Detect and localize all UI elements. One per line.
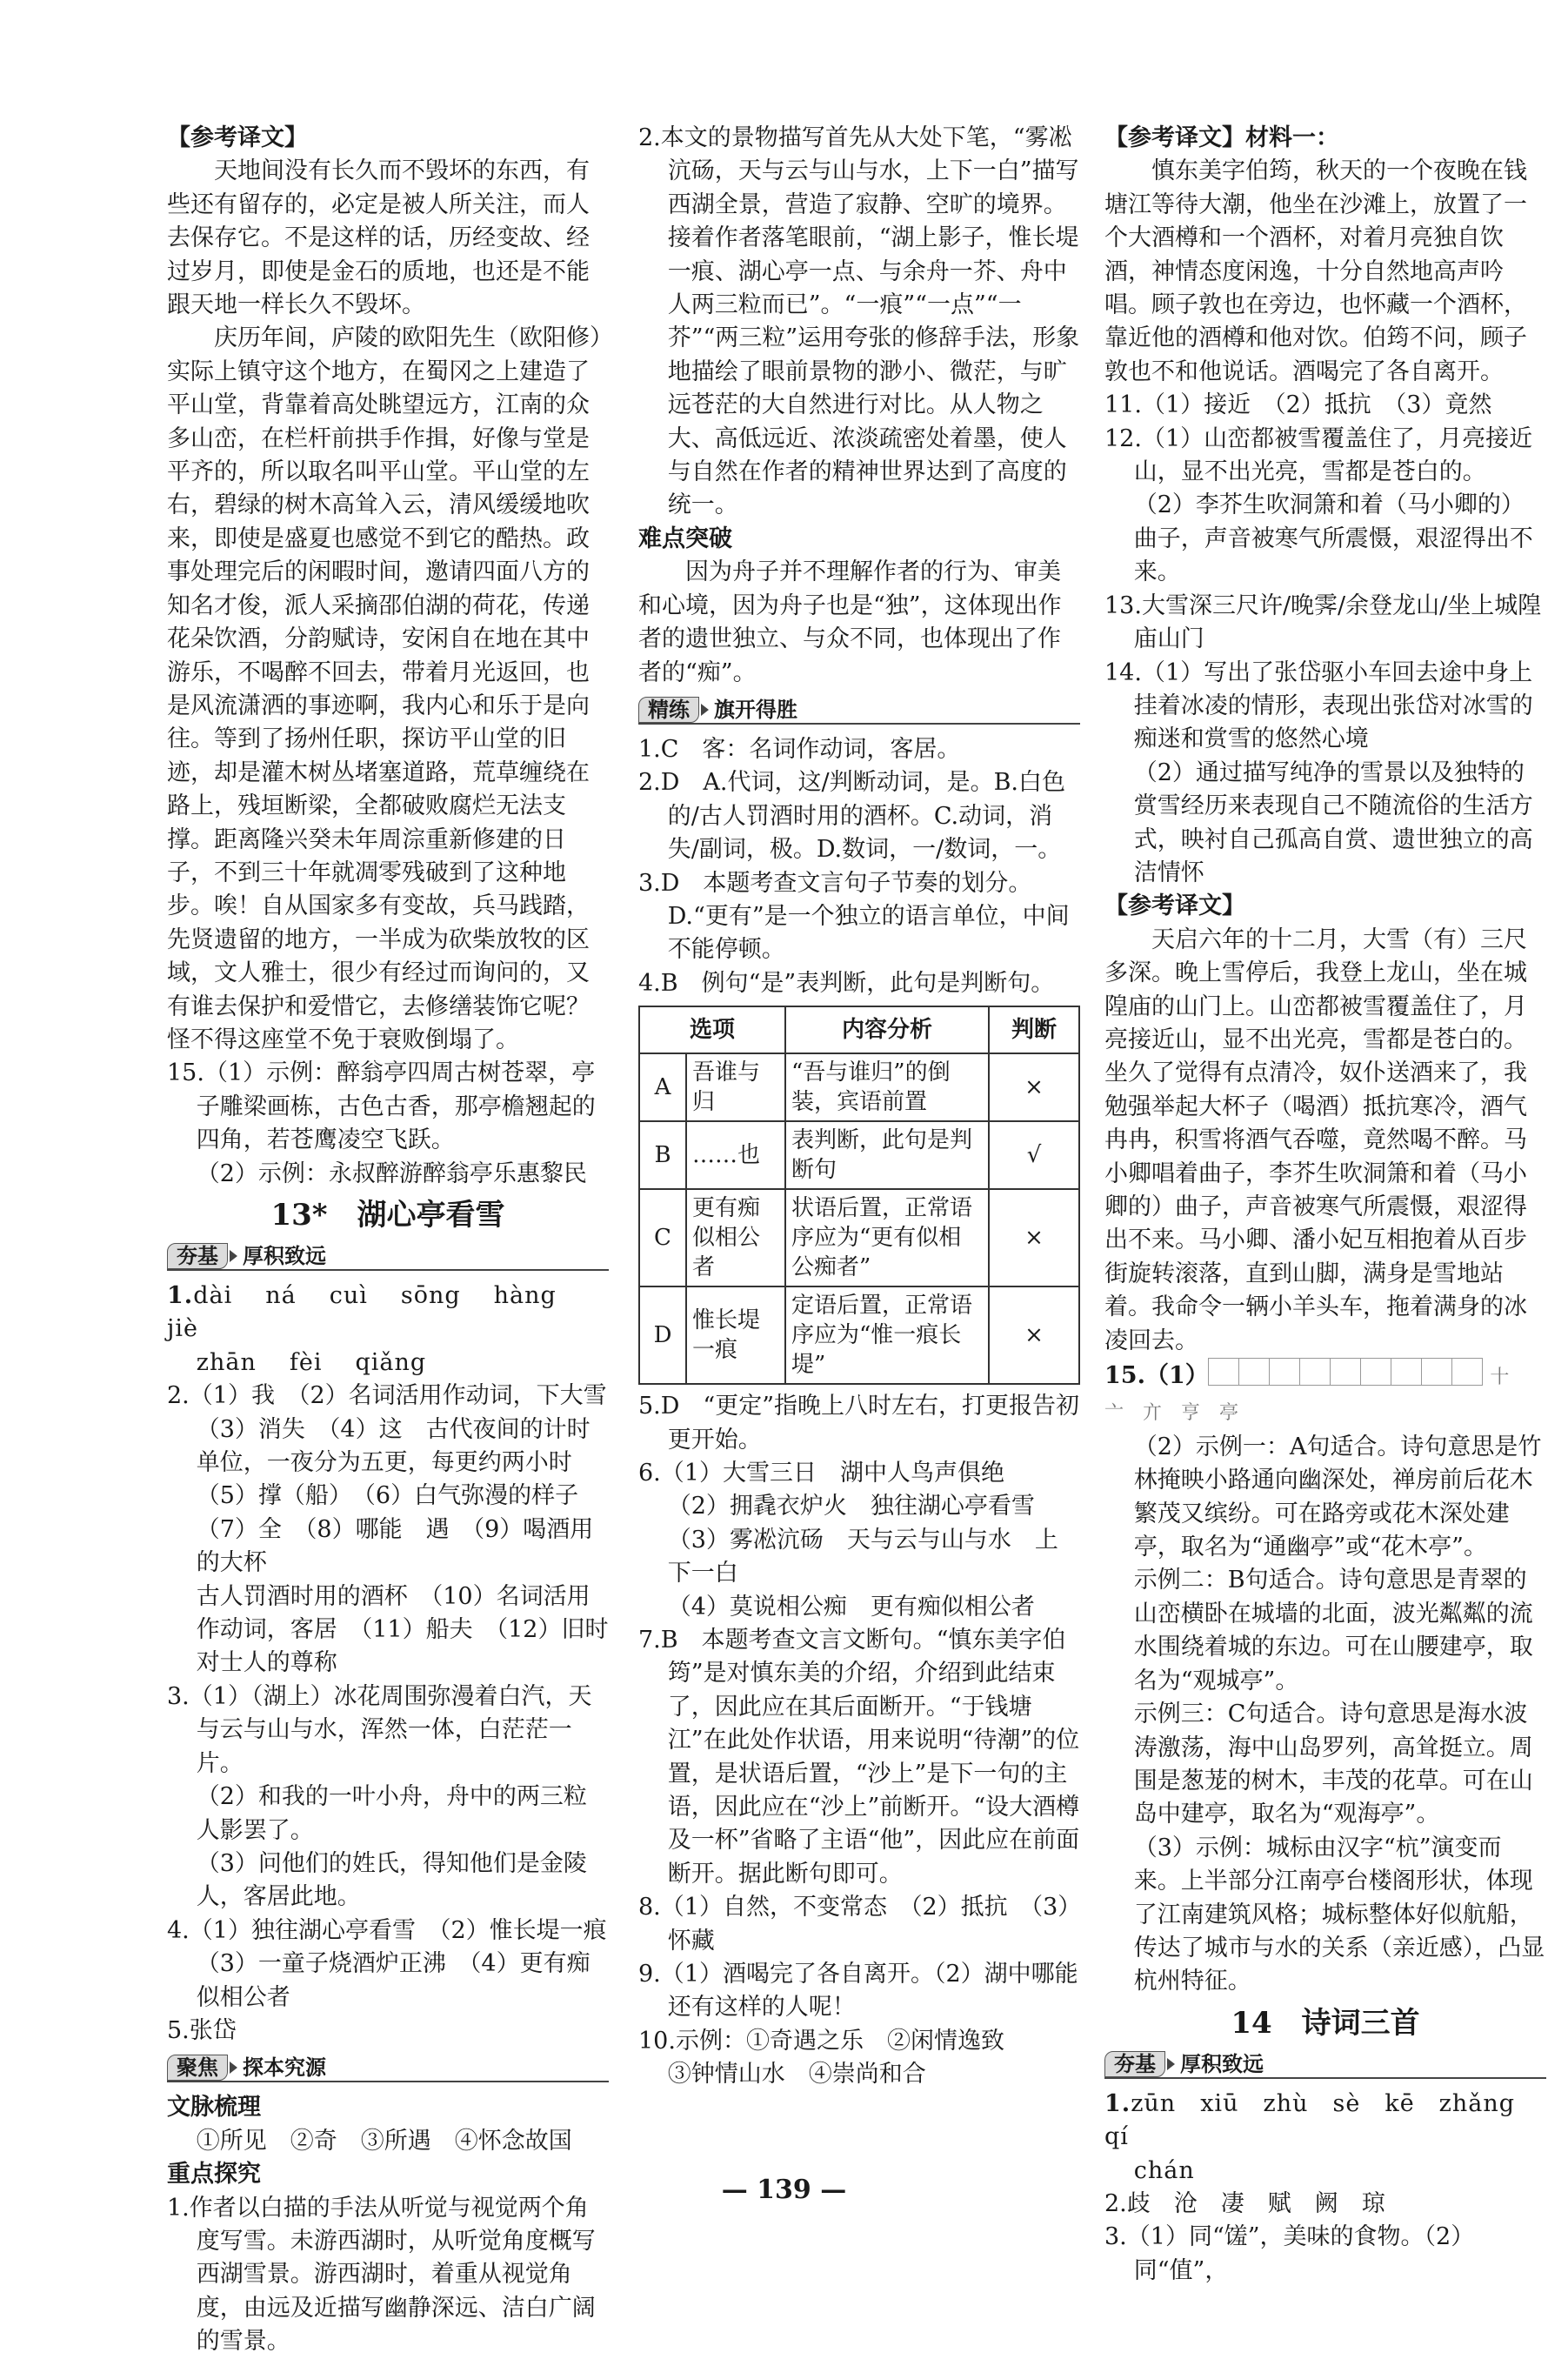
- arrow-icon: [701, 704, 709, 716]
- answer-4: 4.（1）独往湖心亭看雪 （2）惟长堤一痕: [167, 1916, 607, 1944]
- nandian-text: 因为舟子并不理解作者的行为、审美和心境，因为舟子也是“独”，这体现出作者的遗世独立、与众不同，也体现出了作者的“痴”。: [638, 558, 1062, 686]
- answer-12: （2）李芥生吹洞箫和着（马小卿的）曲子，声音被寒气所震慑，艰涩得出不来。: [1133, 491, 1533, 586]
- stroke-order-grid: [1209, 1358, 1483, 1395]
- zhongdian-2: 2.本文的景物描写首先从大处下笔，“雾凇沆砀，天与云与山与水，上下一白”描写西湖全景，营造了寂静、空旷的境界。接着作者落笔眼前，“湖上影子，惟长堤一痕、湖心亭一点、与余舟一芥、舟中人两三粒而已”。“一痕”“一点”“一芥”“两三粒”运用夸张的修辞手法，形象地描绘了眼前景物的渺小、微茫，与旷远苍茫的大自然进行对比。从人物之大、高低远近、浓淡疏密处着墨，使人与自然在作者的精神世界达到了高度的统一。: [638, 124, 1080, 519]
- grid-cell: [1330, 1358, 1361, 1386]
- pinyin: sōng: [400, 1282, 461, 1309]
- table-header: 选项: [639, 1006, 785, 1053]
- section-bar-hangji: [1104, 2051, 1546, 2079]
- answer-15-2: （2）示例：永叔醉游醉翁亭乐惠黎民: [196, 1159, 587, 1187]
- grid-cell: [1391, 1358, 1422, 1386]
- answer-2: （3）消失 （4）这 古代夜间的计时单位，一夜分为五更，每更约两小时: [196, 1415, 591, 1477]
- exercise-answer: 10.示例：①奇遇之乐 ②闲情逸致: [638, 2027, 1004, 2055]
- answer-15-2: （2）示例一：A句适合。诗句意思是竹林掩映小路通向幽深处，禅房前后花木繁茂又缤纷。可在路旁或花木深处建亭，取名为“通幽亭”或“花木亭”。: [1133, 1433, 1542, 1561]
- table-row: [639, 1286, 1079, 1384]
- table-cell: C: [639, 1189, 686, 1286]
- column-3: [1104, 122, 1546, 2288]
- answer-15-1: 15.（1）示例：醉翁亭四周古树苍翠，亭子雕梁画栋，古色古香，那亭檐翘起的四角，若苍鹰凌空飞跃。: [167, 1059, 596, 1154]
- exercise-answer: 6.（1）大雪三日 湖中人鸟声俱绝: [638, 1459, 1004, 1487]
- pinyin: zūn: [1131, 2089, 1177, 2117]
- pinyin: ná: [265, 1282, 297, 1309]
- answer-2: 古人罚酒时用的酒杯 （10）名词活用作动词，客居 （11）船夫 （12）旧时对士人的尊称: [196, 1582, 609, 1677]
- answer-14: （2）通过描写纯净的雪景以及独特的赏雪经历来表现自己不随流俗的生活方式，映衬自己孤高自赏、遗世独立的高洁情怀: [1133, 758, 1533, 886]
- lesson-title: 诗词三首: [1301, 2005, 1420, 2041]
- column-2: [638, 122, 1080, 2092]
- table-row: [639, 1053, 1079, 1121]
- table-header: 判断: [989, 1006, 1079, 1053]
- exercise-answer: （2）拥毳衣炉火 独往湖心亭看雪: [667, 1493, 1035, 1520]
- arrow-icon: [1167, 2058, 1175, 2070]
- answer-3: （3）问他们的姓氏，得知他们是金陵人，客居此地。: [196, 1849, 587, 1911]
- section-bar-hangji: [167, 1243, 609, 1271]
- table-cell: ×: [989, 1053, 1079, 1121]
- table-cell: √: [989, 1121, 1079, 1189]
- table-cell: 表判断，此句是判断句: [785, 1121, 989, 1189]
- exercise-answer: （4）莫说相公痴 更有痴似相公者: [667, 1593, 1035, 1621]
- pinyin: hàng: [493, 1282, 557, 1309]
- pinyin-row: 1.dài ná cuì sōng hàngjiè: [167, 1280, 609, 1347]
- table-row: [639, 1121, 1079, 1189]
- arrow-icon: [230, 1250, 237, 1262]
- column-1: [167, 122, 609, 2359]
- answer-15-2: 示例三：C句适合。诗句意思是海水波涛激荡，海中山岛罗列，高耸挺立。周围是葱茏的树木，丰茂的花草。可在山岛中建亭，取名为“观海亭”。: [1133, 1701, 1533, 1828]
- pinyin: zhù: [1263, 2089, 1309, 2117]
- lesson-title-14: [1104, 2002, 1546, 2044]
- pinyin-row: 1.zūn xiū zhù sè kē zhǎngqí: [1104, 2088, 1546, 2155]
- table-cell: D: [639, 1286, 686, 1384]
- section-tag: 夯基: [167, 1243, 228, 1269]
- answer-2: （7）全 （8）哪能 遇 （9）喝酒用的大杯: [196, 1515, 594, 1577]
- section-subtitle: 旗开得胜: [714, 697, 797, 722]
- arrow-icon: [230, 2062, 237, 2074]
- exercise-answer: （3）雾凇沆砀 天与云与山与水 上下一白: [667, 1526, 1058, 1587]
- pinyin: jiè: [167, 1315, 198, 1343]
- answer-3: （2）和我的一叶小舟，舟中的两三粒人影罢了。: [196, 1783, 587, 1844]
- analysis-table: [638, 1006, 1080, 1385]
- pinyin: kē: [1385, 2089, 1415, 2117]
- answer-2: 2.歧 沧 凄 赋 阙 琼: [1104, 2189, 1385, 2217]
- page-number: — 139 —: [721, 2175, 847, 2205]
- reference-translation-heading: 【参考译文】材料一：: [1104, 124, 1339, 151]
- exercise-answer: 3.D 本题考查文言句子节奏的划分。D.“更有”是一个独立的语言单位，中间不能停顿。: [638, 869, 1070, 964]
- stroke-order-text: 十 亠 亣 亨 亭: [1104, 1367, 1529, 1425]
- wenmai-text: ①所见 ②奇 ③所遇 ④怀念故国: [196, 2127, 572, 2155]
- pinyin: xiū: [1200, 2089, 1239, 2117]
- translation-paragraph: 天地间没有长久而不毁坏的东西，有些还有留存的，必定是被人所关注，而人去保存它。不是这样的话，历经变故、经过岁月，即使是金石的质地，也还是不能跟天地一样长久不毁坏。: [167, 157, 590, 319]
- pinyin: zhǎng: [1438, 2089, 1516, 2117]
- pinyin: fèi: [289, 1348, 323, 1376]
- exercise-answer: 4.B 例句“是”表判断，此句是判断句。: [638, 969, 1055, 997]
- table-cell: ×: [989, 1189, 1079, 1286]
- lesson-title-13: [167, 1194, 609, 1236]
- exercise-answer: 1.C 客：名词作动词，客居。: [638, 735, 961, 763]
- pinyin: sè: [1332, 2089, 1361, 2117]
- section-tag: 精练: [638, 697, 699, 723]
- wenmai-heading: 文脉梳理: [167, 2094, 261, 2122]
- table-cell: 定语后置，正常语序应为“惟一痕长堤”: [785, 1286, 989, 1384]
- table-cell: B: [639, 1121, 686, 1189]
- nandian-heading: 难点突破: [638, 525, 732, 552]
- pinyin: zhān: [196, 1348, 257, 1376]
- answer-4: （3）一童子烧酒炉正沸 （4）更有痴似相公者: [196, 1950, 591, 2011]
- table-cell: 吾谁与归: [686, 1053, 785, 1121]
- answer-12: 12.（1）山峦都被雪覆盖住了，月亮接近山，显不出光亮，雪都是苍白的。: [1104, 424, 1533, 486]
- answer-15-3: （3）示例：城标由汉字“杭”演变而来。上半部分江南亭台楼阁形状，体现了江南建筑风格；城标整体好似航船，传达了城市与水的关系（亲近感），凸显杭州特征。: [1133, 1834, 1545, 1995]
- reference-translation-heading: 【参考译文】: [1104, 892, 1245, 920]
- grid-cell: [1421, 1358, 1452, 1386]
- section-subtitle: 厚积致远: [243, 1243, 326, 1268]
- answer-15-2: 示例二：B句适合。诗句意思是青翠的山峦横卧在城墙的北面，波光粼粼的流水围绕着城的东边。可在山腰建亭，取名为“观城亭”。: [1133, 1567, 1533, 1694]
- exercise-answer: 2.D A.代词，这/判断动词，是。B.白色的/古人罚酒时用的酒杯。C.动词，消失/副词，极。D.数词，一/数词，一。: [638, 769, 1066, 864]
- answer-13: 13.大雪深三尺许/晚霁/余登龙山/坐上城隍庙山门: [1104, 591, 1542, 653]
- pinyin: qiǎng: [355, 1348, 427, 1376]
- table-cell: “吾与谁归”的倒装，宾语前置: [785, 1053, 989, 1121]
- section-subtitle: 厚积致远: [1180, 2051, 1264, 2076]
- table-header: 内容分析: [785, 1006, 989, 1053]
- translation-paragraph: 天启六年的十二月，大雪（有）三尺多深。晚上雪停后，我登上龙山，坐在城隍庙的山门上。山峦都被雪覆盖住了，月亮接近山，显不出光亮，雪都是苍白的。坐久了觉得有点清冷，奴仆送酒来了，我勉强举起大杯子（喝酒）抵抗寒冷，酒气冉冉，积雪将酒气吞噬，竟然喝不醉。马小卿唱着曲子，李芥生吹洞箫和着（马小卿的）曲子，声音被寒气所震慑，艰涩得出不来。马小卿、潘小妃互相抱着从百步街旋转滚落，直到山脚，满身是雪地站着。我命令一辆小羊头车，拖着满身的冰凌回去。: [1104, 926, 1527, 1354]
- table-cell: 惟长堤一痕: [686, 1286, 785, 1384]
- exercise-answer: 9.（1）酒喝完了各自离开。（2）湖中哪能还有这样的人呢！: [638, 1961, 1078, 2022]
- table-header-row: [639, 1006, 1079, 1053]
- exercise-answer: 7.B 本题考查文言文断句。“慎东美字伯筠”是对慎东美的介绍，介绍到此结束了，因此应在其后面断开。“于钱塘江”在此处作状语，用来说明“待潮”的位置，是状语后置，“沙上”是下一句的主语，因此应在“沙上”前断开。“设大酒樽及一杯”省略了主语“他”，因此应在前面断开。据此断句即可。: [638, 1627, 1080, 1888]
- grid-cell: [1208, 1358, 1239, 1386]
- answer-15-1: [1104, 1358, 1546, 1431]
- lesson-number: 13*: [270, 1198, 328, 1233]
- pinyin: dài: [193, 1282, 233, 1309]
- lesson-number: 14: [1231, 2005, 1272, 2041]
- translation-paragraph: 慎东美字伯筠，秋天的一个夜晚在钱塘江等待大潮，他坐在沙滩上，放置了一个大酒樽和一个酒杯，对着月亮独自饮酒，神情态度闲逸，十分自然地高声吟唱。顾子敦也在旁边，也怀藏一个酒杯，靠近他的酒樽和他对饮。伯筠不问，顾子敦也不和他说话。酒喝完了各自离开。: [1104, 157, 1527, 385]
- grid-cell: [1360, 1358, 1391, 1386]
- exercise-answer: 8.（1）自然，不变常态 （2）抵抗 （3）怀藏: [638, 1894, 1070, 1955]
- grid-cell: [1238, 1358, 1270, 1386]
- exercise-answer: 5.D “更定”指晚上八时左右，打更报告初更开始。: [638, 1393, 1080, 1453]
- lesson-title: 湖心亭看雪: [357, 1198, 505, 1233]
- answer-3: 3.（1）（湖上）冰花周围弥漫着白汽，天与云与山与水，浑然一体，白茫茫一片。: [167, 1682, 592, 1777]
- answer-11: 11.（1）接近 （2）抵抗 （3）竟然: [1104, 391, 1492, 419]
- zhongdian-1: 1.作者以白描的手法从听觉与视觉两个角度写雪。未游西湖时，从听觉角度概写西湖雪景。游西湖时，着重从视觉角度，由远及近描写幽静深远、洁白广阔的雪景。: [167, 2194, 596, 2356]
- section-tag: 夯基: [1104, 2051, 1165, 2077]
- table-cell: 状语后置，正常语序应为“更有似相公痴者”: [785, 1189, 989, 1286]
- table-cell: A: [639, 1053, 686, 1121]
- section-bar-jinglian: [638, 697, 1080, 725]
- answer-2: （5）撑（船） （6）白气弥漫的样子: [196, 1482, 579, 1510]
- reference-translation-heading: 【参考译文】: [167, 124, 308, 151]
- pinyin: cuì: [329, 1282, 368, 1309]
- grid-cell: [1451, 1358, 1483, 1386]
- translation-paragraph: 庆历年间，庐陵的欧阳先生（欧阳修）实际上镇守这个地方，在蜀冈之上建造了平山堂，背靠着高处眺望远方，江南的众多山峦，在栏杆前拱手作揖，好像与堂是平齐的，所以取名叫平山堂。平山堂的左右，碧绿的树木高耸入云，清风缓缓地吹来，即使是盛夏也感觉不到它的酷热。政事处理完后的闲暇时间，邀请四面八方的知名才俊，派人采摘邵伯湖的荷花，传递花朵饮酒，分韵赋诗，安闲自在地在其中游乐，不喝醉不回去，带着月光返回，也是风流潇洒的事迹啊，我内心和乐于是向往。等到了扬州任职，探访平山堂的旧迹，却是灌木树丛堵塞道路，荒草缠绕在路上，残垣断梁，全都破败腐烂无法支撑。距离隆兴癸未年周淙重新修建的日子，不到三十年就凋零残破到了这种地步。唉！自从国家多有变故，兵马践踏，先贤遗留的地方，一半成为砍柴放牧的区域，文人雅士，很少有经过而询问的，又有谁去保护和爱惜它，去修缮装饰它呢？怪不得这座堂不免于衰败倒塌了。: [167, 324, 602, 1053]
- exercise-answer: ③钟情山水 ④崇尚和合: [667, 2061, 926, 2088]
- grid-cell: [1299, 1358, 1331, 1386]
- table-cell: ×: [989, 1286, 1079, 1384]
- pinyin: qí: [1104, 2123, 1129, 2151]
- pinyin-row: [167, 1347, 609, 1380]
- section-bar-jujiao: [167, 2055, 609, 2082]
- section-subtitle: 探本究源: [243, 2055, 326, 2081]
- answer-14: 14.（1）写出了张岱驱小车回去途中身上挂着冰凌的情形，表现出张岱对冰雪的痴迷和赏雪的悠然心境: [1104, 658, 1533, 753]
- answer-2: 2.（1）我 （2）名词活用作动词，下大雪: [167, 1382, 607, 1410]
- answer-5: 5.张岱: [167, 2016, 237, 2044]
- zhongdian-heading: 重点探究: [167, 2161, 261, 2189]
- question-label: 15.（1）: [1104, 1362, 1209, 1390]
- pinyin: chán: [1133, 2156, 1195, 2184]
- table-row: [639, 1189, 1079, 1286]
- table-cell: ……也: [686, 1121, 785, 1189]
- table-cell: 更有痴似相公者: [686, 1189, 785, 1286]
- grid-cell: [1269, 1358, 1300, 1386]
- answer-3: 3.（1）同“馐”，美味的食物。（2）同“值”，: [1104, 2223, 1475, 2284]
- section-tag: 聚焦: [167, 2055, 228, 2081]
